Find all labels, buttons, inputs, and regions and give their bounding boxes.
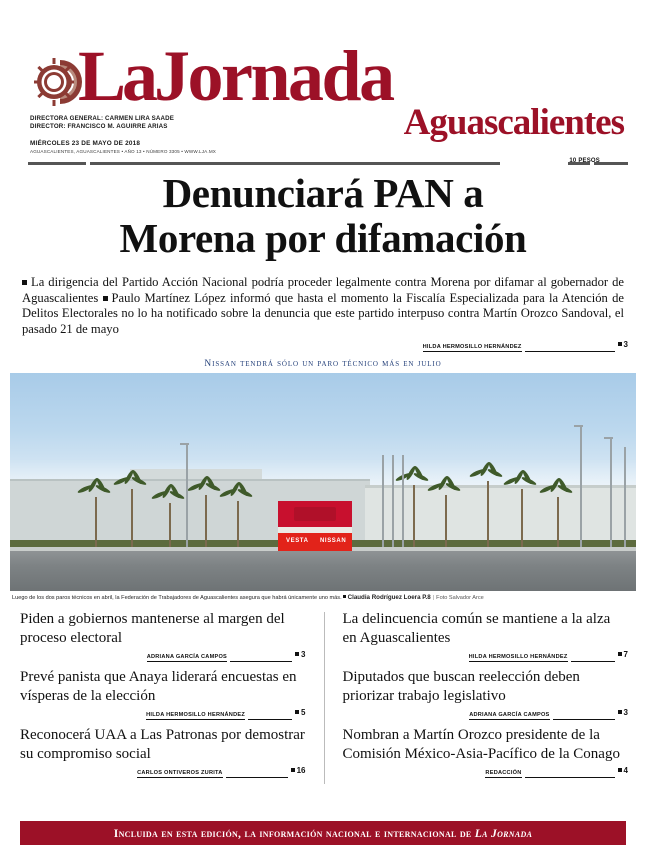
story-page-number: 3 [301, 650, 306, 660]
story-byline: CARLOS ONTIVEROS ZURITA [137, 770, 223, 777]
lead-byline: HILDA HERMOSILLO HERNÁNDEZ [422, 344, 522, 351]
footer-banner [20, 821, 626, 845]
bullet-square-icon [103, 296, 108, 301]
story-headline[interactable]: Prevé panista que Anaya liderará encuestas en vísperas de la elección [20, 669, 297, 704]
story-headline[interactable]: Nombran a Martín Orozco presidente de la Comisión México-Asia-Pacífico de la Conago [342, 727, 620, 762]
column-divider [324, 612, 325, 784]
page-marker-icon [618, 342, 622, 346]
photo-sign-logo [294, 507, 336, 521]
edition-name: Aguascalientes [403, 102, 624, 143]
story-item[interactable] [20, 726, 306, 778]
lead-headline-line1: Denunciará PAN a [162, 170, 484, 216]
story-item[interactable] [343, 610, 629, 662]
story-byline: HILDA HERMOSILLO HERNÁNDEZ [468, 654, 568, 661]
photo-teaser: Nissan tendrá sólo un paro técnico más en julio [204, 359, 442, 370]
lead-headline-line2: Morena por difamación [119, 215, 527, 261]
lead-summary-part1: La dirigencia del Partido Acción Nacional podría proceder legalmente contra Morena por difamar al gobernador de Aguascalientes [22, 275, 624, 305]
photo-caption-text: Luego de los dos paros técnicos en abril, la Federación de Trabajadores de Aguascalientes asegura que habrá únicamente uno más. [12, 595, 342, 602]
story-byline: REDACCIÓN [485, 770, 522, 777]
staff-credits [30, 115, 174, 131]
footer-text-main: Incluida en esta edición, la información nacional e internacional de [113, 826, 475, 840]
gear-sun-emblem-icon [30, 56, 84, 108]
story-page-number: 7 [623, 650, 628, 660]
bullet-square-icon [22, 280, 27, 285]
story-column-right [343, 610, 629, 784]
director-line: DIRECTOR: FRANCISCO M. AGUIRRE ARIAS [30, 123, 168, 131]
page-marker-icon [618, 652, 622, 656]
price-label: 10 PESOS [569, 158, 600, 164]
story-item[interactable] [343, 668, 629, 720]
page-marker-icon [291, 768, 295, 772]
photo-credit: Foto Salvador Arce [436, 595, 484, 602]
photo-caption: Luego de los dos paros técnicos en abril, la Federación de Trabajadores de Aguascalientes asegura que habrá únicamente uno más. Claudia Rodríguez Loera P.8 | Foto Salvador Arce [12, 594, 484, 602]
story-headline[interactable]: Piden a gobiernos mantenerse al margen del proceso electoral [20, 611, 285, 646]
story-column-left [20, 610, 306, 784]
masthead [0, 0, 646, 165]
photo-sign-nissan: NISSAN [320, 538, 347, 545]
footer-banner-text [114, 827, 532, 840]
photo-caption-author: Claudia Rodríguez Loera P.8 [347, 594, 431, 602]
page-marker-icon [618, 710, 622, 714]
story-byline: HILDA HERMOSILLO HERNÁNDEZ [146, 712, 246, 719]
story-page-number: 5 [301, 708, 306, 718]
bullet-square-icon [343, 595, 346, 598]
story-item[interactable] [343, 726, 629, 778]
masthead-rule [28, 160, 628, 167]
story-byline: ADRIANA GARCÍA CAMPOS [146, 654, 228, 661]
story-headline[interactable]: Reconocerá UAA a Las Patronas por demostrar su compromiso social [20, 727, 305, 762]
photo-sign-vesta: VESTA [286, 538, 309, 545]
lead-summary [22, 275, 624, 337]
page-marker-icon [295, 652, 299, 656]
story-page-number: 4 [623, 766, 628, 776]
story-headline[interactable]: Diputados que buscan reelección deben priorizar trabajo legislativo [342, 669, 580, 704]
photo-light-pole [186, 443, 188, 547]
page-marker-icon [618, 768, 622, 772]
story-item[interactable] [20, 610, 306, 662]
lead-byline-row [22, 338, 628, 352]
lead-headline [0, 171, 646, 261]
issue-line: AGUASCALIENTES, AGUASCALIENTES • AÑO 13 • NÚMERO 3305 • WWW.LJA.MX [30, 149, 217, 154]
story-headline[interactable]: La delincuencia común se mantiene a la alza en Aguascalientes [342, 611, 611, 646]
photo-utility-pole [624, 447, 626, 547]
director-general-line: DIRECTORA GENERAL: CARMEN LIRA SAADE [30, 115, 175, 122]
photo-road [10, 551, 636, 591]
lead-photo [10, 373, 636, 591]
nameplate-jornada: Jornada [154, 36, 393, 116]
footer-text-brand: La Jornada [474, 826, 533, 840]
story-byline: ADRIANA GARCÍA CAMPOS [469, 712, 550, 719]
lead-page-number: 3 [623, 340, 628, 350]
story-item[interactable] [20, 668, 306, 720]
photo-light-pole [610, 437, 612, 547]
story-grid [20, 610, 628, 784]
photo-light-pole [402, 455, 404, 547]
nameplate-la: La [78, 36, 155, 116]
story-page-number: 3 [623, 708, 628, 718]
photo-light-pole [580, 425, 582, 547]
lead-summary-part2: Paulo Martínez López informó que hasta el momento la Fiscalía Especializada para la Atención de Delitos Electorales no lo ha notificado sobre la denuncia que este partido interpuso contra Martín Orozco Sandoval, el pasado 21 de mayo [22, 290, 625, 336]
story-page-number: 16 [296, 766, 306, 776]
photo-light-pole [382, 455, 384, 547]
dateline: MIÉRCOLES 23 DE MAYO DE 2018 [30, 140, 141, 147]
photo-light-pole [392, 455, 394, 547]
page-marker-icon [295, 710, 299, 714]
